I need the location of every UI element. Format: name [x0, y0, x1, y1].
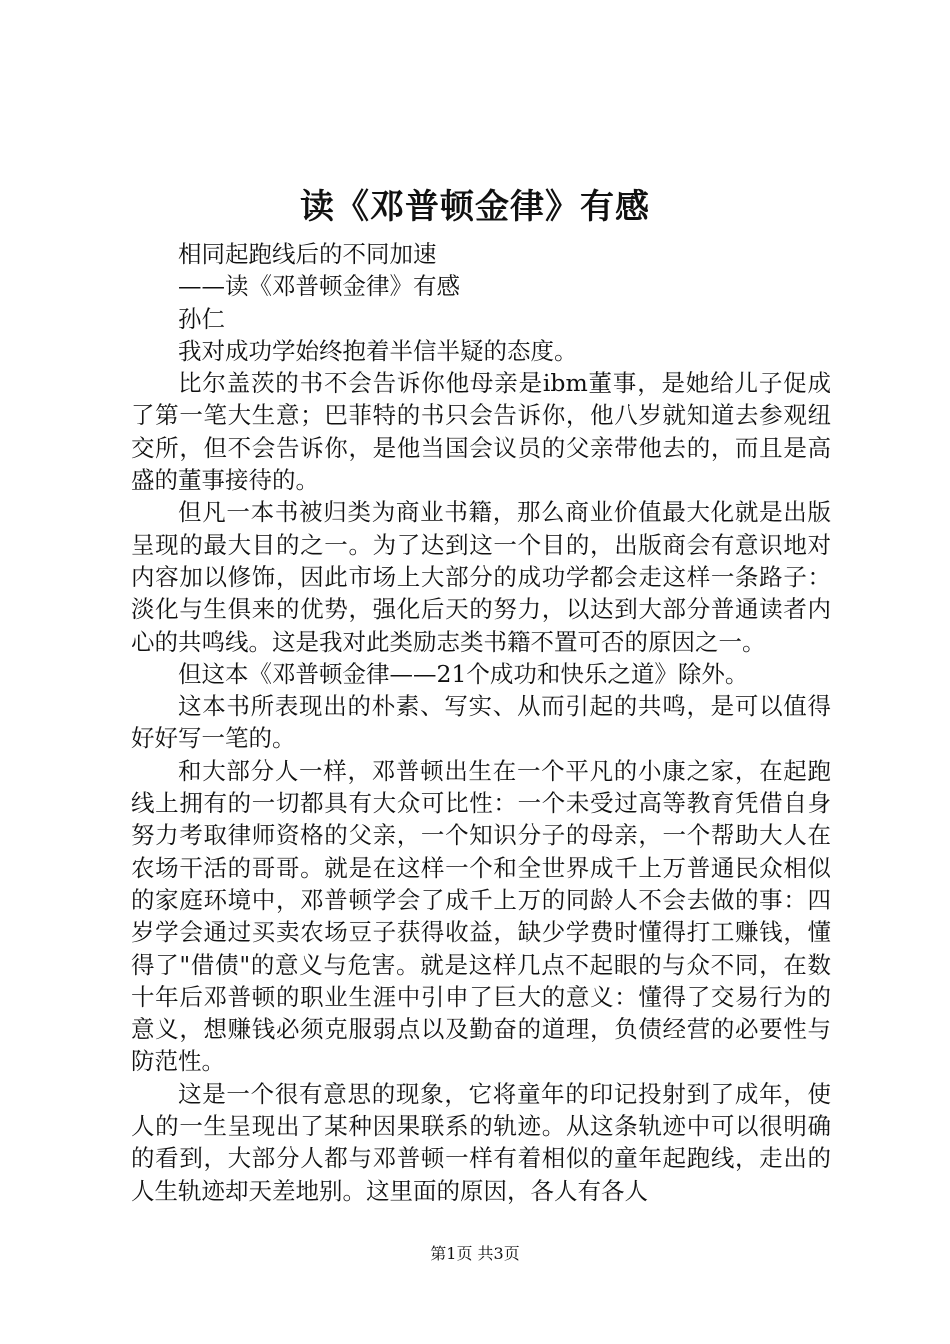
- paragraph: 我对成功学始终抱着半信半疑的态度。: [178, 336, 578, 365]
- subtitle-line: ——读《邓普顿金律》有感: [178, 272, 460, 301]
- paragraph: 这是一个很有意思的现象，它将童年的印记投射到了成年，使人的一生呈现出了某种因果联系的轨迹。从这条轨迹中可以很明确的看到，大部分人都与邓普顿一样有着相似的童年起跑线，走出的人生轨迹却天差地别。这里面的原因，各人有各人: [131, 1079, 831, 1205]
- document-body: [131, 238, 831, 1207]
- paragraph: 这本书所表现出的朴素、写实、从而引起的共鸣，是可以值得好好写一笔的。: [131, 692, 831, 753]
- paragraph: 比尔盖茨的书不会告诉你他母亲是ibm董事，是她给儿子促成了第一笔大生意；巴菲特的书只会告诉你，他八岁就知道去参观纽交所，但不会告诉你，是他当国会议员的父亲带他去的，而且是高盛的董事接待的。: [131, 369, 831, 495]
- author-name: 孙仁: [178, 304, 225, 333]
- paragraph: 和大部分人一样，邓普顿出生在一个平凡的小康之家，在起跑线上拥有的一切都具有大众可比性：一个未受过高等教育凭借自身努力考取律师资格的父亲，一个知识分子的母亲，一个帮助大人在农场干活的哥哥。就是在这样一个和全世界成千上万普通民众相似的家庭环境中，邓普顿学会了成千上万的同龄人不会去做的事：四岁学会通过买卖农场豆子获得收益，缺少学费时懂得打工赚钱，懂得了"借债"的意义与危害。就是这样几点不起眼的与众不同，在数十年后邓普顿的职业生涯中引申了巨大的意义：懂得了交易行为的意义，想赚钱必须克服弱点以及勤奋的道理，负债经营的必要性与防范性。: [131, 756, 831, 1076]
- page-footer: 第1页 共3页: [430, 1244, 520, 1263]
- paragraph: 但凡一本书被归类为商业书籍，那么商业价值最大化就是出版呈现的最大目的之一。为了达到这一个目的，出版商会有意识地对内容加以修饰，因此市场上大部分的成功学都会走这样一条路子：淡化与生俱来的优势，强化后天的努力，以达到大部分普通读者内心的共鸣线。这是我对此类励志类书籍不置可否的原因之一。: [131, 498, 831, 656]
- document-title: 读《邓普顿金律》有感: [300, 187, 650, 227]
- paragraph: 但这本《邓普顿金律——21个成功和快乐之道》除外。: [178, 659, 749, 688]
- subtitle: 相同起跑线后的不同加速: [178, 240, 437, 268]
